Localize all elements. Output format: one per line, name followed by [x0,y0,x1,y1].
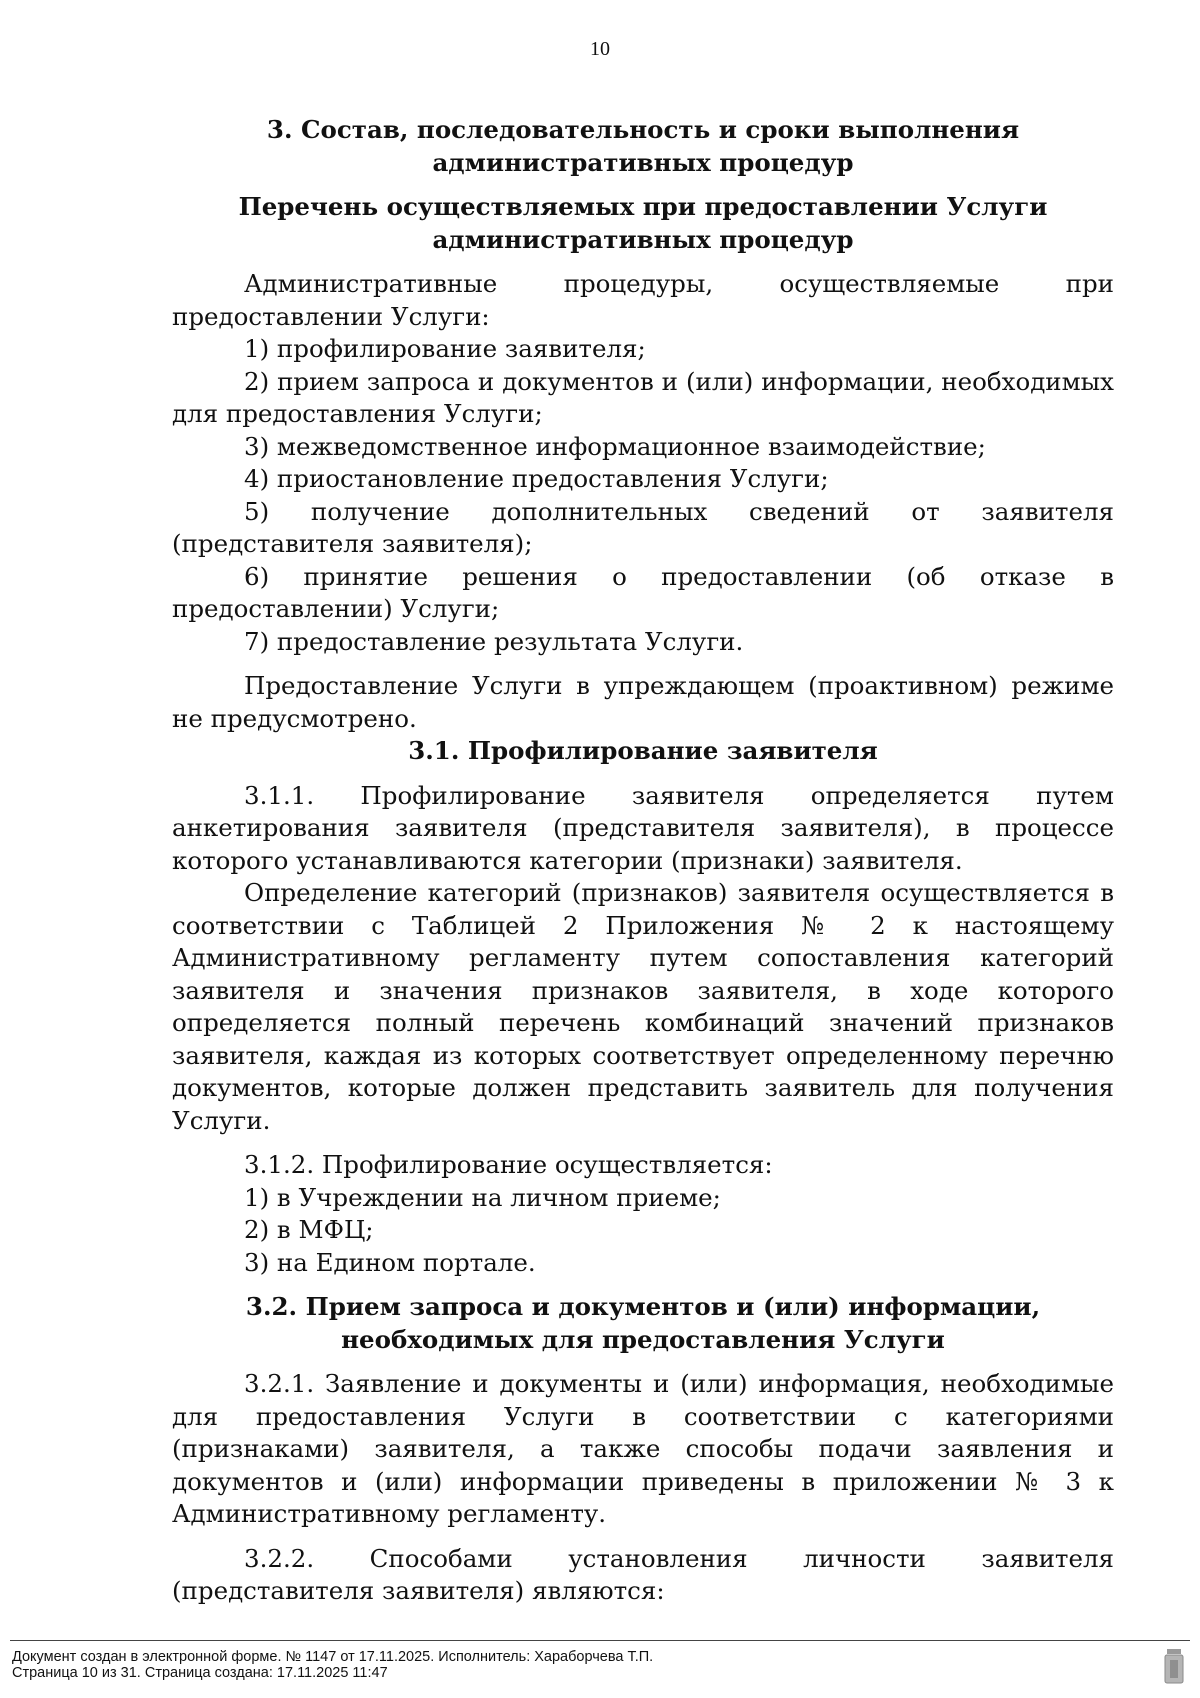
procedure-item-4: 4) приостановление предоставления Услуги; [244,464,829,493]
profiling-item-2: 2) в МФЦ; [244,1215,374,1244]
procedure-item-1: 1) профилирование заявителя; [244,334,646,363]
proactive-note: Предоставление Услуги в упреждающем (проактивном) режиме не предусмотрено. [172,671,1114,733]
footer-page-info: Страница 10 из 31. Страница создана: 17.11.2025 11:47 [12,1665,388,1681]
section-3-intro: Административные процедуры, осуществляемые при предоставлении Услуги: [172,269,1114,331]
section-3-2-2-paragraph: 3.2.2. Способами установления личности заявителя (представителя заявителя) являются: [172,1543,1114,1605]
procedure-item-2: 2) прием запроса и документов и (или) информации, необходимых для предоставления Услуги; [172,366,1114,428]
footer-document-info: Документ создан в электронной форме. № 1147 от 17.11.2025. Исполнитель: Хараборчева Т.П. [12,1649,654,1665]
page-number: 10 [590,38,610,60]
procedure-item-3: 3) межведомственное информационное взаимодействие; [244,431,986,461]
profiling-item-3: 3) на Едином портале. [244,1247,536,1277]
procedure-item-5: 5) получение дополнительных сведений от заявителя (представителя заявителя); [172,496,1114,558]
procedure-item-6: 6) принятие решения о предоставлении (об отказе в предоставлении) Услуги; [172,561,1114,623]
section-3-2-title: 3.2. Прием запроса и документов и (или) информации, необходимых для предоставления Услуги [245,1292,1041,1354]
section-3-1-1-paragraph: 3.1.1. Профилирование заявителя определяется путем анкетирования заявителя (представителя заявителя), в процессе которого устанавливаются категории (признаки) заявителя. [172,780,1114,875]
document-body [172,114,1114,1608]
procedure-item-7: 7) предоставление результата Услуги. [244,626,744,656]
section-3-title: 3. Состав, последовательность и сроки выполнения административных процедур [266,115,1020,177]
footer [12,1649,653,1681]
coat-of-arms-icon [1162,1647,1186,1687]
profiling-item-1: 1) в Учреждении на личном приеме; [244,1182,721,1212]
section-3-1-title: 3.1. Профилирование заявителя [408,736,878,765]
section-3-1-2-paragraph: 3.1.2. Профилирование осуществляется: [244,1150,773,1179]
footer-divider [10,1640,1190,1641]
section-3-subtitle: Перечень осуществляемых при предоставлении Услуги административных процедур [238,192,1048,254]
section-3-2-1-paragraph: 3.2.1. Заявление и документы и (или) информация, необходимые для предоставления Услуги в соответствии с категориями (признаками) заявителя, а также способы подачи заявления и документов и (или) информации приведены в приложении № 3 к Административному регламенту. [172,1369,1114,1528]
section-3-1-definition-paragraph: Определение категорий (признаков) заявителя осуществляется в соответствии с Таблицей 2 Приложения № 2 к настоящему Административному регламенту путем сопоставления категорий заявителя и значения признаков заявителя, в ходе которого определяется полный перечень комбинаций значений признаков заявителя, каждая из которых соответствует определенному перечню документов, которые должен представить заявитель для получения Услуги. [172,878,1114,1135]
